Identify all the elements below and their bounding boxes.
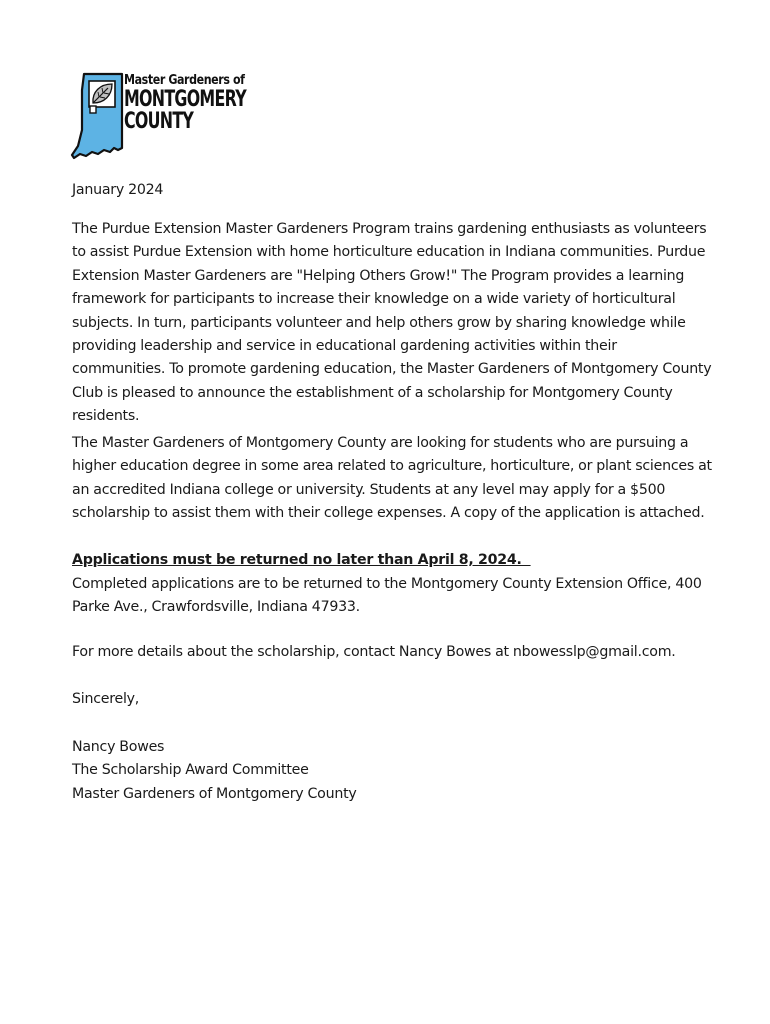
indiana-state-shape xyxy=(70,70,130,162)
intro-paragraph: The Purdue Extension Master Gardeners Program trains gardening enthusiasts as volunteers to assist Purdue Extension with home horticulture education in Indiana communities. Purdue Extension Master Gardeners are "Helping Others Grow!" The Program provides a learning framework for participants to increase their knowledge on a wide variety of horticultural subjects. In turn, participants volunteer and help others grow by sharing knowledge while providing leadership and service in educational gardening activities within their communities. To promote gardening education, the Master Gardeners of Montgomery County Club is pleased to announce the establishment of a scholarship for Montgomery County residents. xyxy=(72,221,712,425)
leaf-icon xyxy=(89,81,115,107)
signature-committee: The Scholarship Award Committee xyxy=(72,762,309,778)
org-logo xyxy=(70,70,246,162)
logo-line-2: MONTGOMERY xyxy=(124,86,246,112)
logo-line-3: COUNTY xyxy=(124,108,194,134)
letter-date: January 2024 xyxy=(72,182,164,198)
closing-salutation: Sincerely, xyxy=(72,691,140,707)
signature-name: Nancy Bowes xyxy=(72,739,165,755)
signature-organization: Master Gardeners of Montgomery County xyxy=(72,786,357,802)
logo-wordmark xyxy=(124,74,293,133)
return-instructions: Completed applications are to be returned to the Montgomery County Extension Office, 400 Parke Ave., Crawfordsville, Indiana 47933. xyxy=(72,576,702,616)
deadline-notice: Applications must be returned no later than April 8, 2024. xyxy=(72,552,531,568)
eligibility-paragraph: The Master Gardeners of Montgomery County are looking for students who are pursuing a higher education degree in some area related to agriculture, horticulture, or plant sciences at an accredited Indiana college or university. Students at any level may apply for a $500 scholarship to assist them with their college expenses. A copy of the application is attached. xyxy=(72,435,712,522)
logo-line-1: Master Gardeners of xyxy=(124,72,245,88)
contact-details: For more details about the scholarship, contact Nancy Bowes at nbowesslp@gmail.com. xyxy=(72,644,676,660)
